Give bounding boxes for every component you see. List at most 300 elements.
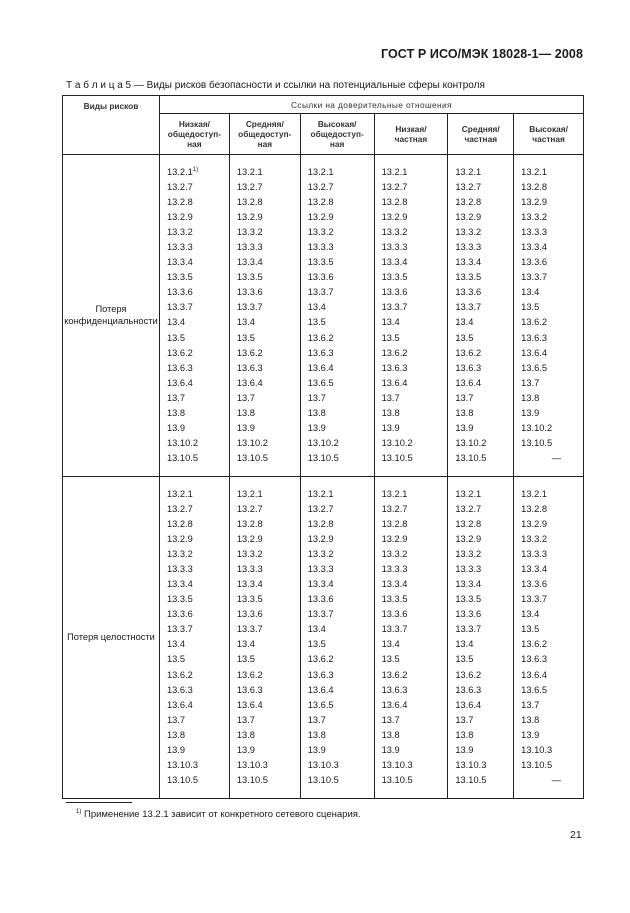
reference-value	[160, 652, 229, 667]
reference-value	[375, 210, 448, 225]
reference-value	[448, 562, 513, 577]
reference-value	[448, 436, 513, 451]
reference-value	[375, 315, 448, 330]
reference-value	[448, 592, 513, 607]
reference-text: 13.9	[236, 422, 255, 433]
reference-value	[230, 698, 300, 713]
reference-text: 13.2.7	[236, 182, 263, 193]
reference-value	[375, 607, 448, 622]
reference-value	[514, 547, 583, 562]
reference-value	[375, 180, 448, 195]
reference-value	[448, 622, 513, 637]
reference-text: 13.2.1	[381, 167, 408, 177]
reference-text: 13.3.4	[381, 257, 408, 268]
reference-text: 13.2.7	[455, 182, 482, 193]
reference-value	[448, 743, 513, 758]
reference-value	[375, 331, 448, 346]
reference-text: 13.2.7	[236, 503, 263, 514]
reference-cell	[229, 155, 300, 477]
reference-value	[301, 683, 374, 698]
document-header: ГОСТ Р ИСО/МЭК 18028-1— 2008	[380, 47, 583, 61]
reference-value	[160, 547, 229, 562]
footnote-separator	[66, 802, 132, 803]
reference-text: 13.4	[307, 302, 326, 313]
reference-value	[301, 517, 374, 532]
reference-value	[514, 180, 583, 195]
reference-value	[301, 743, 374, 758]
reference-value	[448, 406, 513, 421]
reference-value	[448, 577, 513, 592]
reference-text: 13.5	[236, 654, 255, 665]
reference-text: 13.6.2	[166, 347, 193, 358]
reference-text: 13.6.3	[307, 669, 334, 680]
reference-value	[375, 577, 448, 592]
reference-text: 13.6.3	[166, 684, 193, 695]
reference-value	[448, 331, 513, 346]
reference-text: 13.8	[166, 729, 186, 740]
reference-value	[301, 668, 374, 683]
reference-value	[514, 436, 583, 451]
risk-table	[62, 95, 584, 799]
reference-text: 13.3.6	[236, 609, 263, 620]
reference-value	[514, 562, 583, 577]
reference-text: 13.10.2	[521, 422, 553, 433]
reference-text: 13.10.5	[307, 774, 339, 785]
reference-text: 13.3.4	[307, 579, 334, 590]
reference-value	[160, 210, 229, 225]
reference-value	[375, 517, 448, 532]
reference-text: 13.2.8	[236, 197, 263, 208]
reference-text: 13.10.5	[236, 452, 268, 463]
reference-value	[160, 270, 229, 285]
reference-value	[160, 668, 229, 683]
reference-text: 13.10.2	[381, 437, 413, 448]
reference-value	[230, 361, 300, 376]
reference-value	[514, 607, 583, 622]
reference-value	[375, 668, 448, 683]
reference-value	[230, 391, 300, 406]
reference-value	[230, 225, 300, 240]
reference-value	[301, 562, 374, 577]
reference-value	[230, 285, 300, 300]
reference-text: 13.3.3	[455, 564, 482, 575]
reference-text: 13.2.9	[521, 519, 548, 530]
reference-text: 13.6.2	[455, 669, 482, 680]
reference-text: 13.2.1	[236, 167, 263, 177]
reference-text: 13.8	[166, 407, 186, 418]
reference-value	[230, 331, 300, 346]
reference-value	[448, 728, 513, 743]
reference-value	[301, 195, 374, 210]
reference-value	[375, 270, 448, 285]
reference-text: 13.10.3	[521, 744, 553, 755]
reference-value	[160, 225, 229, 240]
reference-text: 13.9	[521, 407, 540, 418]
reference-value	[230, 421, 300, 436]
table-caption: Т а б л и ц а 5 — Виды рисков безопасности и ссылки на потенциальные сферы контроля	[66, 80, 485, 91]
reference-value	[514, 391, 583, 406]
reference-value	[301, 210, 374, 225]
risk-kind-header: Виды рисков	[63, 96, 160, 155]
reference-text: 13.9	[166, 422, 186, 433]
reference-text: 13.2.8	[455, 519, 482, 530]
reference-text: 13.7	[307, 714, 326, 725]
reference-text: 13.2.9	[166, 212, 193, 223]
reference-text: 13.2.8	[166, 197, 193, 208]
reference-text: 13.3.3	[521, 227, 548, 238]
reference-text: 13.3.5	[236, 272, 263, 283]
reference-text: 13.10.5	[455, 774, 487, 785]
reference-text: 13.6.2	[381, 669, 408, 680]
reference-text: 13.3.5	[381, 272, 408, 283]
reference-value	[230, 652, 300, 667]
reference-value	[514, 361, 583, 376]
reference-value	[514, 195, 583, 210]
reference-value	[514, 668, 583, 683]
reference-value	[301, 165, 374, 180]
reference-value	[448, 315, 513, 330]
reference-text: 13.3.2	[307, 227, 334, 238]
reference-value	[375, 195, 448, 210]
reference-value	[301, 180, 374, 195]
reference-value	[448, 532, 513, 547]
reference-value	[375, 451, 448, 466]
reference-value	[448, 713, 513, 728]
reference-value	[160, 285, 229, 300]
reference-value	[375, 361, 448, 376]
reference-text: 13.10.2	[455, 437, 487, 448]
reference-text: 13.3.4	[236, 579, 263, 590]
reference-text: 13.7	[455, 714, 474, 725]
reference-text: 13.3.7	[307, 287, 334, 298]
reference-value	[160, 376, 229, 391]
reference-value	[230, 562, 300, 577]
reference-value	[448, 346, 513, 361]
reference-value	[448, 421, 513, 436]
reference-text: 13.3.3	[307, 564, 334, 575]
reference-text: 13.2.1	[166, 488, 193, 499]
reference-value	[160, 773, 229, 788]
reference-value	[301, 406, 374, 421]
reference-text: 13.8	[521, 714, 540, 725]
reference-text: 13.6.3	[166, 362, 193, 373]
reference-value	[230, 436, 300, 451]
reference-text: 13.2.8	[236, 519, 263, 530]
reference-value	[448, 607, 513, 622]
reference-value	[448, 637, 513, 652]
reference-value	[514, 346, 583, 361]
reference-value	[160, 195, 229, 210]
reference-value	[301, 758, 374, 773]
reference-value	[514, 376, 583, 391]
reference-text: 13.7	[381, 714, 400, 725]
reference-text: 13.3.7	[166, 624, 193, 635]
reference-text: 13.6.4	[166, 377, 193, 388]
reference-text: 13.3.2	[307, 549, 334, 560]
reference-text: 13.6.3	[381, 684, 408, 695]
reference-value	[230, 607, 300, 622]
reference-text: 13.5	[381, 332, 400, 343]
reference-value	[301, 421, 374, 436]
reference-value	[375, 562, 448, 577]
reference-value	[301, 622, 374, 637]
reference-text: 13.3.6	[381, 609, 408, 620]
reference-value	[375, 652, 448, 667]
reference-text: 13.3.3	[381, 242, 408, 253]
reference-text: 13.5	[455, 332, 474, 343]
reference-cell	[374, 155, 448, 477]
reference-text: 13.6.4	[455, 699, 482, 710]
reference-text: 13.3.6	[381, 287, 408, 298]
reference-text: 13.2.1	[166, 167, 193, 177]
reference-cell	[159, 155, 229, 477]
reference-value	[301, 451, 374, 466]
reference-value	[375, 532, 448, 547]
reference-value	[160, 346, 229, 361]
reference-value	[448, 180, 513, 195]
reference-value	[514, 240, 583, 255]
reference-value	[230, 487, 300, 502]
reference-text: 13.4	[236, 639, 255, 650]
reference-value	[375, 436, 448, 451]
reference-text: 13.2.9	[381, 534, 408, 545]
reference-text: 13.3.3	[307, 242, 334, 253]
reference-value	[301, 652, 374, 667]
reference-text: 13.8	[381, 407, 400, 418]
reference-text: 13.3.6	[307, 594, 334, 605]
reference-text: 13.6.4	[381, 699, 408, 710]
reference-cell	[514, 476, 584, 798]
reference-text: 13.6.3	[381, 362, 408, 373]
reference-value	[514, 532, 583, 547]
reference-value	[301, 728, 374, 743]
reference-cell	[514, 155, 584, 477]
reference-value	[230, 547, 300, 562]
reference-text: 13.9	[307, 744, 326, 755]
reference-value	[514, 165, 583, 180]
reference-value	[160, 592, 229, 607]
reference-value	[375, 255, 448, 270]
reference-value	[301, 225, 374, 240]
reference-text: 13.3.4	[521, 564, 548, 575]
column-header: Низкая/ частная	[374, 114, 448, 155]
reference-value	[301, 487, 374, 502]
reference-text: 13.3.3	[166, 564, 193, 575]
reference-value	[375, 713, 448, 728]
reference-value	[375, 622, 448, 637]
reference-value	[375, 728, 448, 743]
reference-value	[375, 547, 448, 562]
reference-value	[448, 361, 513, 376]
reference-text: 13.3.5	[381, 594, 408, 605]
reference-text: 13.8	[236, 407, 255, 418]
reference-text: 13.6.2	[381, 347, 408, 358]
reference-value	[160, 421, 229, 436]
reference-text: 13.3.7	[455, 302, 482, 313]
reference-text: 13.3.6	[307, 272, 334, 283]
reference-text: 13.3.6	[521, 579, 548, 590]
reference-text: 13.10.5	[521, 759, 553, 770]
reference-text: 13.2.9	[455, 212, 482, 223]
reference-value	[514, 285, 583, 300]
reference-text: 13.6.2	[455, 347, 482, 358]
reference-value	[375, 346, 448, 361]
reference-text: 13.2.9	[236, 212, 263, 223]
reference-value	[301, 713, 374, 728]
reference-value	[514, 743, 583, 758]
reference-value	[514, 698, 583, 713]
reference-value	[160, 683, 229, 698]
reference-text: 13.3.4	[236, 257, 263, 268]
reference-text: 13.3.7	[455, 624, 482, 635]
reference-text: 13.3.3	[236, 564, 263, 575]
reference-value	[230, 270, 300, 285]
reference-value	[375, 592, 448, 607]
reference-value	[514, 728, 583, 743]
reference-cell	[448, 476, 514, 798]
reference-value	[230, 300, 300, 315]
reference-value	[160, 240, 229, 255]
reference-text: 13.8	[381, 729, 400, 740]
reference-value	[375, 225, 448, 240]
reference-value	[230, 728, 300, 743]
reference-text: 13.6.3	[455, 684, 482, 695]
reference-text: 13.9	[455, 422, 474, 433]
reference-text: 13.3.6	[236, 287, 263, 298]
reference-value	[448, 255, 513, 270]
column-header: Средняя/ частная	[448, 114, 514, 155]
reference-value	[514, 331, 583, 346]
reference-text: 13.3.5	[455, 272, 482, 283]
reference-text: 13.7	[236, 714, 255, 725]
reference-text: 13.5	[381, 654, 400, 665]
reference-value	[448, 547, 513, 562]
reference-cell	[374, 476, 448, 798]
reference-value	[230, 346, 300, 361]
reference-text: 13.7	[166, 714, 186, 725]
reference-value	[375, 165, 448, 180]
reference-value	[375, 698, 448, 713]
reference-text: 13.3.6	[166, 609, 193, 620]
reference-value	[160, 637, 229, 652]
page-number: 21	[570, 829, 582, 841]
reference-value	[301, 607, 374, 622]
reference-text: 13.6.2	[307, 654, 334, 665]
reference-text: 13.3.3	[381, 564, 408, 575]
reference-text: 13.3.4	[521, 242, 548, 253]
reference-text: 13.3.4	[455, 257, 482, 268]
reference-value	[448, 487, 513, 502]
reference-text: 13.7	[307, 392, 326, 403]
reference-value	[514, 577, 583, 592]
reference-value	[160, 487, 229, 502]
reference-value	[230, 758, 300, 773]
reference-value	[230, 743, 300, 758]
reference-value	[230, 668, 300, 683]
reference-text: 13.2.8	[307, 519, 334, 530]
reference-value	[448, 517, 513, 532]
reference-value	[301, 315, 374, 330]
reference-text: 13.2.1	[521, 488, 548, 499]
risk-section-row	[63, 155, 584, 477]
reference-value	[230, 713, 300, 728]
reference-text: 13.3.6	[521, 257, 548, 268]
reference-text: 13.5	[307, 639, 326, 650]
reference-value	[160, 165, 229, 180]
reference-text: 13.4	[381, 639, 400, 650]
reference-value	[160, 315, 229, 330]
reference-value	[301, 300, 374, 315]
reference-text: 13.3.7	[381, 624, 408, 635]
reference-value	[230, 517, 300, 532]
reference-text: 13.7	[521, 377, 540, 388]
reference-text: 13.10.5	[166, 452, 198, 463]
reference-text: 13.4	[166, 639, 186, 650]
reference-value	[230, 180, 300, 195]
reference-text: 13.2.1	[521, 167, 548, 177]
reference-value	[448, 451, 513, 466]
reference-value	[301, 376, 374, 391]
reference-value	[301, 502, 374, 517]
reference-text: 13.3.2	[381, 549, 408, 560]
reference-text: 13.2.8	[521, 182, 548, 193]
reference-text: 13.4	[455, 317, 474, 328]
reference-text: 13.10.2	[307, 437, 339, 448]
reference-text: 13.6.3	[236, 362, 263, 373]
reference-text: 13.5	[166, 654, 186, 665]
reference-value	[160, 758, 229, 773]
reference-text: 13.10.2	[166, 437, 198, 448]
reference-text: 13.6.4	[521, 669, 548, 680]
reference-text: 13.3.7	[307, 609, 334, 620]
reference-value	[301, 270, 374, 285]
reference-value	[514, 421, 583, 436]
reference-value	[230, 592, 300, 607]
reference-value	[514, 315, 583, 330]
reference-text: 13.3.6	[455, 609, 482, 620]
reference-value	[514, 270, 583, 285]
reference-text: 13.4	[307, 624, 326, 635]
reference-text: 13.3.2	[236, 227, 263, 238]
reference-value	[301, 577, 374, 592]
reference-text: 13.2.1	[307, 167, 334, 177]
reference-text: 13.6.2	[521, 317, 548, 328]
reference-text: 13.3.7	[166, 302, 193, 313]
reference-value	[230, 406, 300, 421]
reference-value	[160, 532, 229, 547]
reference-text: 13.5	[521, 302, 540, 313]
reference-text: 13.2.9	[455, 534, 482, 545]
reference-text: 13.6.3	[521, 332, 548, 343]
reference-text: 13.3.4	[166, 579, 193, 590]
reference-text: 13.3.4	[455, 579, 482, 590]
reference-text: 13.6.2	[521, 639, 548, 650]
reference-text: 13.4	[521, 609, 540, 620]
reference-value	[301, 773, 374, 788]
reference-value	[230, 240, 300, 255]
reference-value	[301, 240, 374, 255]
reference-text: 13.2.9	[307, 534, 334, 545]
reference-text: 13.2.9	[166, 534, 193, 545]
reference-value	[160, 391, 229, 406]
reference-text: 13.10.5	[307, 452, 339, 463]
reference-text: 13.3.5	[455, 594, 482, 605]
reference-text: 13.2.1	[236, 488, 263, 499]
reference-text: 13.7	[521, 699, 540, 710]
reference-value	[230, 255, 300, 270]
column-header: Средняя/ общедоступ- ная	[229, 114, 300, 155]
reference-value	[160, 607, 229, 622]
